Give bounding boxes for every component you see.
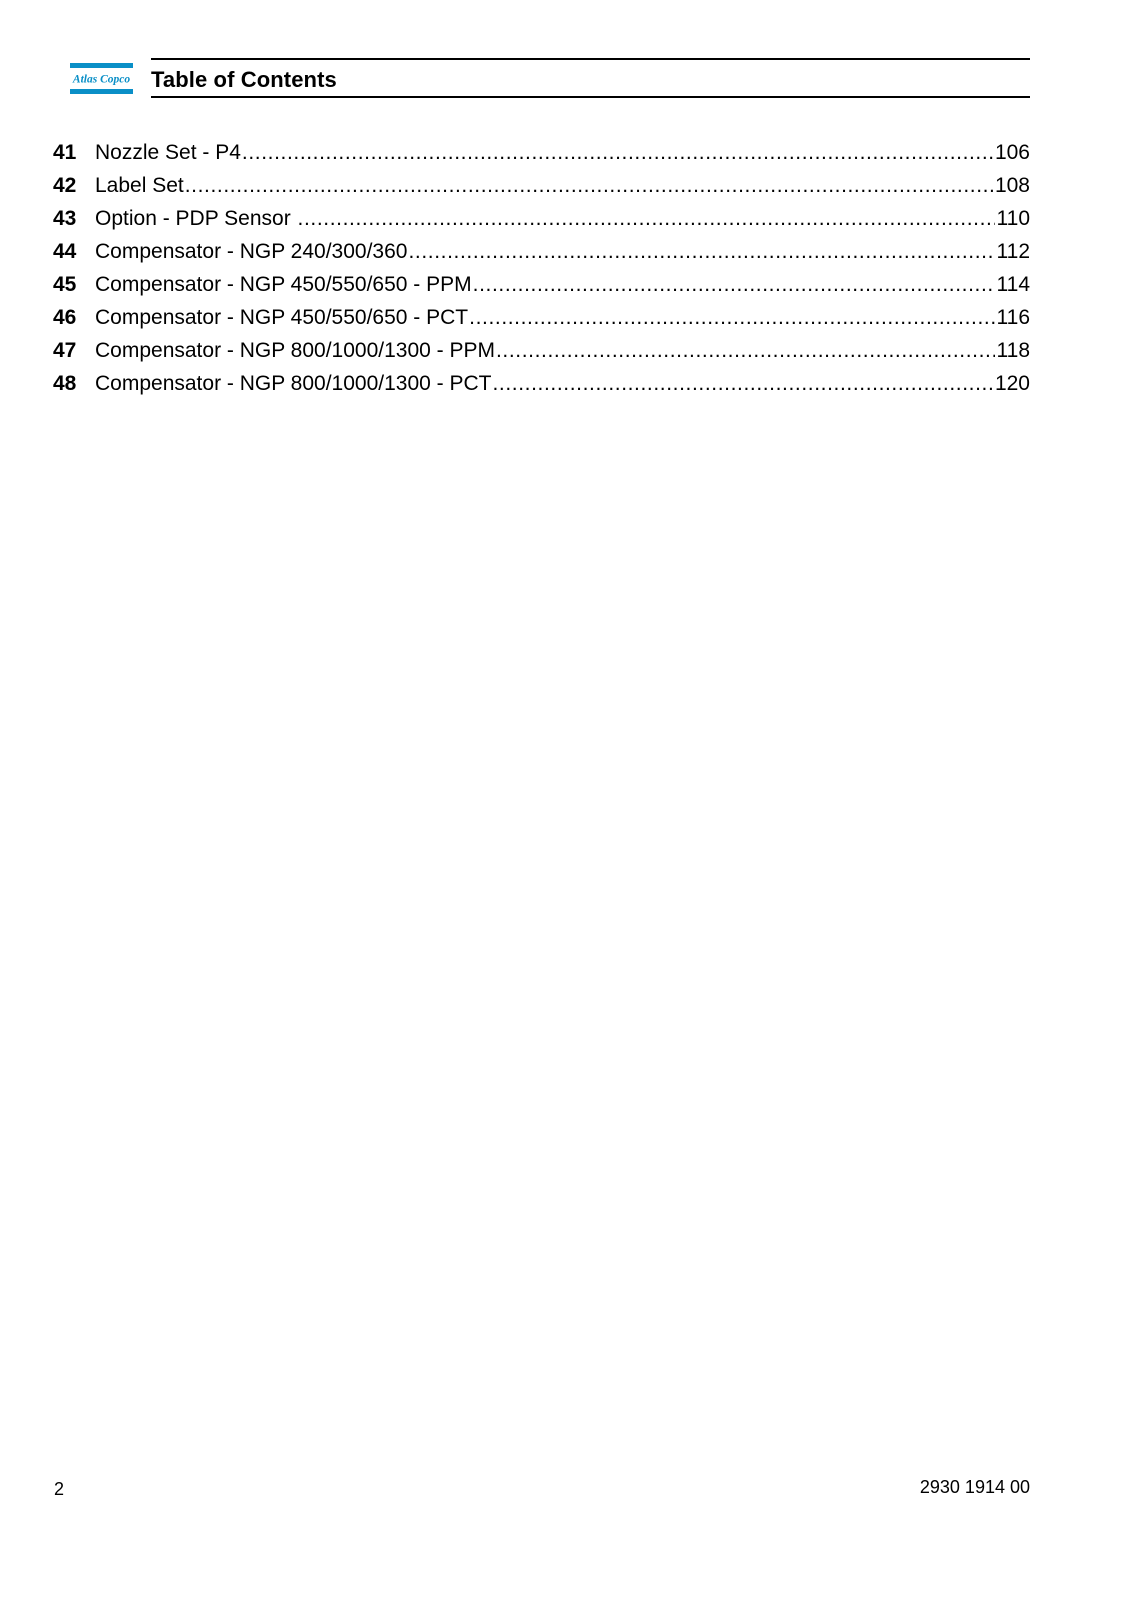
toc-entry-title[interactable]: Option - PDP Sensor	[95, 207, 297, 230]
toc-entry-number: 45	[53, 273, 77, 296]
toc-entry-title[interactable]: Compensator - NGP 450/550/650 - PPM	[95, 273, 472, 296]
toc-entry-title[interactable]: Compensator - NGP 800/1000/1300 - PPM	[95, 339, 495, 362]
toc-entry-title[interactable]: Nozzle Set - P4	[95, 141, 241, 164]
toc-entry-title[interactable]: Label Set	[95, 174, 184, 197]
toc-entry-page[interactable]: 106	[994, 141, 1030, 164]
toc-entry-page[interactable]: 116	[996, 306, 1030, 329]
page-title: Table of Contents	[151, 67, 337, 92]
toc-entry[interactable]	[53, 367, 1030, 400]
toc-dot-leader	[298, 202, 995, 235]
toc-entry-page[interactable]: 110	[996, 207, 1030, 230]
toc-entry[interactable]	[53, 169, 1030, 202]
toc-entry-page[interactable]: 112	[996, 240, 1030, 263]
footer-page-number: 2	[54, 1479, 65, 1499]
toc-entry[interactable]	[53, 334, 1030, 367]
svg-text:Atlas Copco: Atlas Copco	[72, 73, 131, 86]
toc-dot-leader	[473, 268, 995, 301]
atlas-copco-logo	[70, 63, 133, 94]
toc-entry[interactable]	[53, 235, 1030, 268]
toc-entry-page[interactable]: 118	[996, 339, 1030, 362]
toc-entry-title[interactable]: Compensator - NGP 800/1000/1300 - PCT	[95, 372, 492, 395]
footer-document-number: 2930 1914 00	[919, 1477, 1030, 1497]
toc-entry[interactable]	[53, 301, 1030, 334]
table-of-contents	[53, 136, 1030, 400]
toc-entry[interactable]	[53, 136, 1030, 169]
toc-entry[interactable]	[53, 202, 1030, 235]
toc-entry-number: 46	[53, 306, 77, 329]
toc-dot-leader	[185, 169, 993, 202]
toc-entry-title[interactable]: Compensator - NGP 240/300/360	[95, 240, 408, 263]
header-title-rule	[151, 58, 1030, 98]
toc-dot-leader	[469, 301, 994, 334]
page-header	[70, 58, 1030, 102]
toc-dot-leader	[242, 136, 993, 169]
toc-entry-number: 42	[53, 174, 77, 197]
toc-entry-title[interactable]: Compensator - NGP 450/550/650 - PCT	[95, 306, 469, 329]
toc-entry-number: 43	[53, 207, 77, 230]
toc-dot-leader	[408, 235, 994, 268]
toc-entry-number: 41	[53, 141, 77, 164]
toc-entry-page[interactable]: 108	[994, 174, 1030, 197]
toc-entry-number: 47	[53, 339, 77, 362]
toc-entry[interactable]	[53, 268, 1030, 301]
toc-entry-number: 44	[53, 240, 77, 263]
toc-dot-leader	[496, 334, 995, 367]
toc-entry-page[interactable]: 120	[994, 372, 1030, 395]
toc-entry-number: 48	[53, 372, 77, 395]
toc-entry-page[interactable]: 114	[996, 273, 1030, 296]
toc-dot-leader	[493, 367, 993, 400]
